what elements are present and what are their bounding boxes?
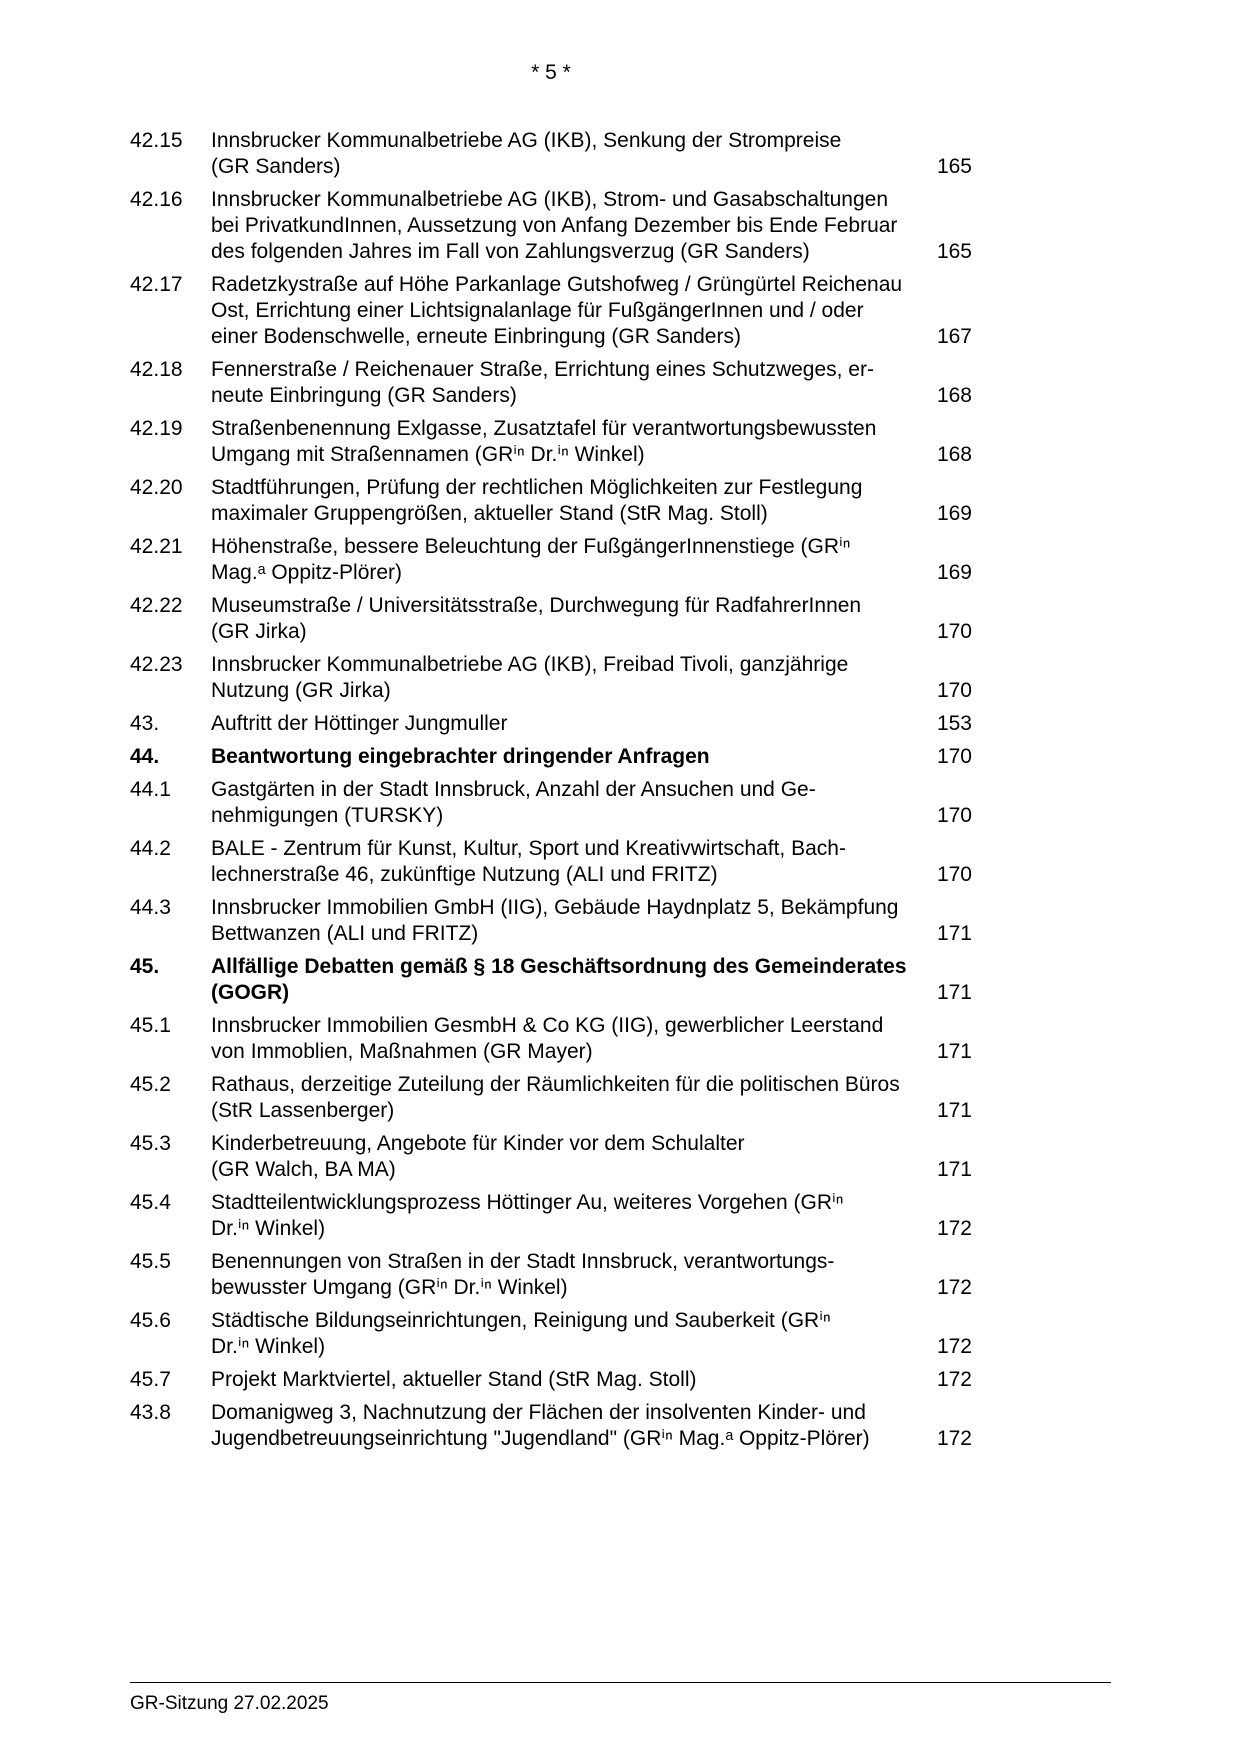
toc-entry: [130, 475, 972, 527]
toc-entry-title: [211, 1400, 928, 1452]
toc-entry: [130, 744, 972, 770]
toc-entry-page: 172: [936, 1427, 972, 1450]
toc-entry-title: [211, 1072, 928, 1124]
toc-entry: [130, 777, 972, 829]
toc-entry-title-line: Mag.ᵃ Oppitz-Plörer): [211, 561, 403, 584]
toc-entry-title-line: (GR Jirka): [211, 620, 307, 643]
toc-entry-number: 42.22: [130, 594, 183, 617]
toc-entry-number: 42.21: [130, 535, 183, 558]
toc-entry-title-line: Städtische Bildungseinrichtungen, Reinigung und Sauberkeit (GRⁱⁿ: [211, 1309, 831, 1332]
toc-entry-title-line: Domanigweg 3, Nachnutzung der Flächen der insolventen Kinder- und: [211, 1401, 866, 1424]
toc-entry-number: 42.19: [130, 417, 183, 440]
toc-entry-title-line: Jugendbetreuungseinrichtung "Jugendland" (GRⁱⁿ Mag.ᵃ Oppitz-Plörer): [211, 1427, 870, 1450]
toc-entry-title: [211, 744, 928, 770]
toc-entry-title-line: Dr.ⁱⁿ Winkel): [211, 1217, 326, 1240]
toc-entry-title: [211, 1367, 928, 1393]
toc-entry-title: [211, 777, 928, 829]
toc-entry-number: 42.16: [130, 188, 183, 211]
toc-entry-page: 171: [936, 1158, 972, 1181]
toc-entry: [130, 416, 972, 468]
toc-entry-title: [211, 652, 928, 704]
toc-entry: [130, 652, 972, 704]
toc-entry-title: [211, 475, 928, 527]
toc-entry-title-line: Rathaus, derzeitige Zuteilung der Räumlichkeiten für die politischen Büros: [211, 1073, 900, 1096]
toc-entry-page: 169: [936, 502, 972, 525]
toc-entry-page: 169: [936, 561, 972, 584]
toc-entry-page: 172: [936, 1217, 972, 1240]
toc-entry-page: 171: [936, 1099, 972, 1122]
toc-entry-number: 42.18: [130, 358, 183, 381]
toc-entry-title-line: (GR Sanders): [211, 155, 341, 178]
toc-entry: [130, 357, 972, 409]
toc-entry: [130, 954, 972, 1006]
toc-entry-title-line: Innsbrucker Kommunalbetriebe AG (IKB), Freibad Tivoli, ganzjährige: [211, 653, 849, 676]
toc-entry: [130, 895, 972, 947]
toc-entry-title-line: Museumstraße / Universitätsstraße, Durchwegung für RadfahrerInnen: [211, 594, 862, 617]
toc-entry-title-line: Stadtteilentwicklungsprozess Höttinger Au, weiteres Vorgehen (GRⁱⁿ: [211, 1191, 844, 1214]
toc-entry-page: 172: [936, 1335, 972, 1358]
toc-entry-title: [211, 1013, 928, 1065]
toc-entry-title: [211, 895, 928, 947]
toc-entry-title-line: neute Einbringung (GR Sanders): [211, 384, 517, 407]
toc-entry-title: [211, 1249, 928, 1301]
toc-entry-number: 42.17: [130, 273, 183, 296]
toc-entry-title-line: nehmigungen (TURSKY): [211, 804, 444, 827]
toc-entry: [130, 711, 972, 737]
toc-entry: [130, 1013, 972, 1065]
toc-entry-number: 44.3: [130, 896, 171, 919]
toc-entry-number: 45.2: [130, 1073, 171, 1096]
toc-entry-number: 43.: [130, 712, 160, 735]
toc-entry-page: 170: [936, 620, 972, 643]
toc-entry-number: 42.20: [130, 476, 183, 499]
toc-entry-page: 165: [936, 155, 972, 178]
toc-entry-page: 172: [936, 1368, 972, 1391]
toc-entry: [130, 1072, 972, 1124]
toc-entry-title: [211, 534, 928, 586]
toc-entry-number: 42.15: [130, 129, 183, 152]
toc-entry-page: 170: [936, 863, 972, 886]
toc-entry-title-line: maximaler Gruppengrößen, aktueller Stand (StR Mag. Stoll): [211, 502, 768, 525]
toc-entry-page: 171: [936, 981, 972, 1004]
toc-entry-page: 170: [936, 679, 972, 702]
toc-entry-title-line: Umgang mit Straßennamen (GRⁱⁿ Dr.ⁱⁿ Winkel): [211, 443, 645, 466]
toc-entry: [130, 187, 972, 265]
toc-entry-page: 172: [936, 1276, 972, 1299]
toc-entry: [130, 1367, 972, 1393]
toc-entry-title-line: bei PrivatkundInnen, Aussetzung von Anfang Dezember bis Ende Februar: [211, 214, 898, 237]
toc-entry-number: 45.6: [130, 1309, 171, 1332]
toc-entry-number: 44.2: [130, 837, 171, 860]
page-number-header: * 5 *: [531, 61, 571, 84]
toc-entry-page: 171: [936, 922, 972, 945]
toc-entry-title-line: (StR Lassenberger): [211, 1099, 395, 1122]
toc-entry-number: 44.1: [130, 778, 171, 801]
toc-entry-title: [211, 1308, 928, 1360]
toc-entry-page: 168: [936, 384, 972, 407]
toc-entry-title-line: Gastgärten in der Stadt Innsbruck, Anzahl der Ansuchen und Ge-: [211, 778, 816, 801]
toc-entry-number: 45.1: [130, 1014, 171, 1037]
toc-entry-number: 45.4: [130, 1191, 171, 1214]
toc-entry-number: 45.5: [130, 1250, 171, 1273]
toc-entry-title: [211, 187, 928, 265]
toc-entry-title-line: Höhenstraße, bessere Beleuchtung der FußgängerInnenstiege (GRⁱⁿ: [211, 535, 851, 558]
toc-entry: [130, 1131, 972, 1183]
toc-entry-page: 168: [936, 443, 972, 466]
toc-entry-page: 165: [936, 240, 972, 263]
toc-entry-title: [211, 954, 928, 1006]
toc-entry-title: [211, 593, 928, 645]
toc-entry: [130, 1400, 972, 1452]
toc-entry-title-line: (GR Walch, BA MA): [211, 1158, 396, 1181]
toc-entry-number: 45.: [130, 955, 160, 978]
toc-entry-title-line: Innsbrucker Kommunalbetriebe AG (IKB), Senkung der Strompreise: [211, 129, 842, 152]
toc-entry-title-line: des folgenden Jahres im Fall von Zahlungsverzug (GR Sanders): [211, 240, 810, 263]
toc-entry-title-line: (GOGR): [211, 981, 290, 1004]
toc-entry-title-line: bewusster Umgang (GRⁱⁿ Dr.ⁱⁿ Winkel): [211, 1276, 568, 1299]
toc-entry-title-line: Projekt Marktviertel, aktueller Stand (StR Mag. Stoll): [211, 1368, 697, 1391]
toc-entry-title: [211, 416, 928, 468]
toc-entry-title-line: Beantwortung eingebrachter dringender Anfragen: [211, 745, 710, 768]
toc-entry-page: 167: [936, 325, 972, 348]
toc-entry-number: 45.7: [130, 1368, 171, 1391]
toc-entry-title: [211, 357, 928, 409]
toc-entry-title-line: BALE - Zentrum für Kunst, Kultur, Sport und Kreativwirtschaft, Bach-: [211, 837, 846, 860]
toc-entry-title: [211, 836, 928, 888]
toc-entry-title: [211, 1131, 928, 1183]
toc-entry-title-line: einer Bodenschwelle, erneute Einbringung (GR Sanders): [211, 325, 741, 348]
toc-entry-page: 170: [936, 745, 972, 768]
toc-entry-title-line: Innsbrucker Kommunalbetriebe AG (IKB), Strom- und Gasabschaltungen: [211, 188, 889, 211]
toc-entry-title: [211, 128, 928, 180]
toc-entry-title-line: Dr.ⁱⁿ Winkel): [211, 1335, 326, 1358]
toc-entry-page: 153: [936, 712, 972, 735]
toc-entry-title-line: von Immoblien, Maßnahmen (GR Mayer): [211, 1040, 593, 1063]
toc-entry: [130, 534, 972, 586]
toc-entry: [130, 1190, 972, 1242]
toc-entry-title-line: Stadtführungen, Prüfung der rechtlichen Möglichkeiten zur Festlegung: [211, 476, 863, 499]
toc-entry-title: [211, 1190, 928, 1242]
toc-entry: [130, 128, 972, 180]
toc-entry-title-line: Nutzung (GR Jirka): [211, 679, 391, 702]
toc-entry-title: [211, 272, 928, 350]
toc-entry-title-line: Benennungen von Straßen in der Stadt Innsbruck, verantwortungs-: [211, 1250, 835, 1273]
toc-entry-number: 43.8: [130, 1401, 171, 1424]
toc-entry-page: 170: [936, 804, 972, 827]
toc-entry-page: 171: [936, 1040, 972, 1063]
toc-entry-number: 42.23: [130, 653, 183, 676]
toc-entry-number: 44.: [130, 745, 160, 768]
footer-text: GR-Sitzung 27.02.2025: [130, 1693, 329, 1714]
toc-entry-title-line: Straßenbenennung Exlgasse, Zusatztafel für verantwortungsbewussten: [211, 417, 877, 440]
toc-entry: [130, 272, 972, 350]
toc-list: [130, 128, 972, 1459]
toc-entry-title-line: Radetzkystraße auf Höhe Parkanlage Gutshofweg / Grüngürtel Reichenau: [211, 273, 903, 296]
toc-entry-title-line: Auftritt der Höttinger Jungmuller: [211, 712, 508, 735]
toc-entry-title: [211, 711, 928, 737]
toc-entry-title-line: lechnerstraße 46, zukünftige Nutzung (ALI und FRITZ): [211, 863, 718, 886]
toc-entry-title-line: Ost, Errichtung einer Lichtsignalanlage für FußgängerInnen und / oder: [211, 299, 864, 322]
toc-entry-title-line: Fennerstraße / Reichenauer Straße, Errichtung eines Schutzweges, er-: [211, 358, 874, 381]
toc-entry-title-line: Allfällige Debatten gemäß § 18 Geschäftsordnung des Gemeinderates: [211, 955, 907, 978]
toc-entry-number: 45.3: [130, 1132, 171, 1155]
toc-entry-title-line: Innsbrucker Immobilien GmbH (IIG), Gebäude Haydnplatz 5, Bekämpfung: [211, 896, 899, 919]
toc-entry: [130, 593, 972, 645]
footer-divider: [130, 1682, 1111, 1683]
toc-entry: [130, 836, 972, 888]
toc-entry-title-line: Kinderbetreuung, Angebote für Kinder vor dem Schulalter: [211, 1132, 745, 1155]
toc-entry: [130, 1308, 972, 1360]
toc-entry: [130, 1249, 972, 1301]
toc-entry-title-line: Innsbrucker Immobilien GesmbH & Co KG (IIG), gewerblicher Leerstand: [211, 1014, 884, 1037]
toc-entry-title-line: Bettwanzen (ALI und FRITZ): [211, 922, 479, 945]
